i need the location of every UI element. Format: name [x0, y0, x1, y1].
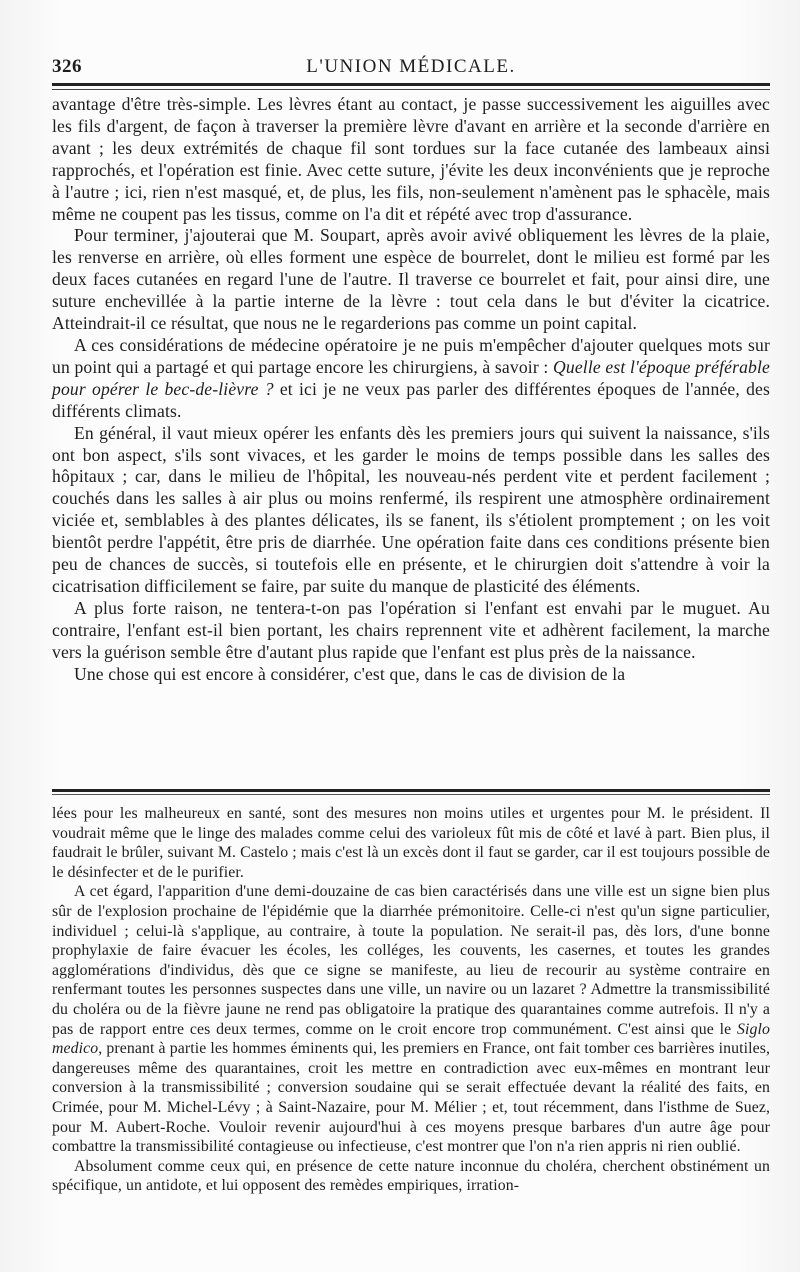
feuilleton-separator [52, 789, 770, 792]
body-paragraph: A plus forte raison, ne tentera-t-on pas l'opération si l'enfant est envahi par le muguet. Au contraire, l'enfant est-il bien portant, les chairs reprennent vite et adhèrent facilement, la marche vers la guérison semble être d'autant plus rapide que l'enfant est plus près de la naissance. [52, 597, 770, 662]
feuilleton-paragraph: A cet égard, l'apparition d'une demi-douzaine de cas bien caractérisés dans une ville est un signe bien plus sûr de l'explosion prochaine de l'épidémie que la diarrhée prémonitoire. Celle-ci n'est qu'un signe particulier, individuel ; celui-là s'applique, au contraire, à toute la population. Ne serait-il pas, dès lors, d'une bonne prophylaxie de faire évacuer les écoles, les colléges, les couvents, les casernes, et toutes les grandes agglomérations d'individus, dès que ce signe se manifeste, au lieu de recourir au système contraire en renfermant toutes les personnes suspectes dans une ville, un navire ou un lazaret ? Admettre la transmissibilité du choléra ou de la fièvre jaune ne rend pas obligatoire la pratique des quarantaines comme autrefois. Il n'y a pas de rapport entre ces deux termes, comme on le croit encore trop communément. C'est ainsi que le Siglo medico, prenant à partie les hommes éminents qui, les premiers en France, ont fait tomber ces barrières inutiles, dangereuses même des quarantaines, croit les mettre en contradiction avec eux-mêmes en montrant leur conversion à la transmissibilité ; conversion soudaine qui se serait effectuée devant la réalité des faits, en Crimée, pour M. Michel-Lévy ; à Saint-Nazaire, pour M. Mélier ; et, tout récemment, dans l'isthme de Suez, pour M. Aubert-Roche. Vouloir revenir aujourd'hui à ces moyens presque barbares d'un autre âge pour combattre la transmissibilité contagieuse ou infectieuse, c'est montrer que l'on n'a rien appris ni rien oublié. [52, 883, 770, 1156]
page-header [52, 54, 770, 80]
feuilleton-paragraph: lées pour les malheureux en santé, sont des mesures non moins utiles et urgentes pour M. le président. Il voudrait même que le linge des malades comme celui des varioleux fût mis de côté et lavé à part. Bien plus, il faudrait le brûler, suivant M. Castelo ; mais c'est là un excès dont il faut se garder, car il est toujours possible de le désinfecter et de le purifier. [52, 805, 770, 881]
page-number: 326 [52, 56, 82, 77]
feuilleton-paragraph: Absolument comme ceux qui, en présence de cette nature inconnue du choléra, cherchent obstinément un spécifique, un antidote, et lui opposent des remèdes empiriques, irration- [52, 1157, 770, 1195]
body-paragraph: avantage d'être très-simple. Les lèvres étant au contact, je passe successivement les aiguilles avec les fils d'argent, de façon à traverser la première lèvre d'avant en arrière et la seconde d'arrière en avant ; les deux extrémités de chaque fil sont tordues sur la face cutanée des lambeaux ainsi rapprochés, et l'opération est finie. Avec cette suture, j'évite les deux inconvénients que je reproche à l'autre ; ici, rien n'est masqué, et, de plus, les fils, non-seulement n'amènent pas le sphacèle, mais même ne coupent pas les tissus, comme on l'a dit et répété avec trop d'assurance. [52, 94, 770, 224]
feuilleton-body [52, 804, 770, 1196]
feuilleton-separator-thin [52, 794, 770, 795]
body-paragraph: A ces considérations de médecine opératoire je ne puis m'empêcher d'ajouter quelques mots sur un point qui a partagé et qui partage encore les chirurgiens, à savoir : Quelle est l'époque préférable pour opérer le bec-de-lièvre ? et ici je ne veux pas parler des différentes époques de l'année, des différents climats. [52, 334, 770, 421]
italic-question: Quelle est l'époque préférable pour opérer le bec-de-lièvre ? [52, 356, 770, 399]
body-paragraph: Pour terminer, j'ajouterai que M. Soupart, après avoir avivé obliquement les lèvres de la plaie, les renverse en arrière, où elles forment une espèce de bourrelet, dont le milieu est formé par les deux faces cutanées en regard l'une de l'autre. Il traverse ce bourrelet et fait, pour ainsi dire, une suture enchevillée à la partie interne de la lèvre : tout cela dans le but d'éviter la cicatrice. Atteindrait-il ce résultat, que nous ne le regarderions pas comme un point capital. [52, 225, 770, 334]
main-body [52, 94, 770, 685]
running-title: L'UNION MÉDICALE. [306, 56, 516, 77]
journal-name: Siglo medico [52, 1020, 770, 1058]
header-rule-thin [52, 89, 770, 90]
body-paragraph: En général, il vaut mieux opérer les enfants dès les premiers jours qui suivent la naissance, s'ils ont bon aspect, s'ils sont vivaces, et les garder le moins de temps possible dans les salles des hôpitaux ; car, dans le milieu de l'hôpital, les nouveau-nés perdent vite et perdent facilement ; couchés dans les salles à air plus ou moins renfermé, ils respirent une atmosphère ordinairement viciée et, semblables à des plantes délicates, ils se fanent, ils s'étiolent promptement ; on les voit bientôt perdre l'appétit, être pris de diarrhée. Une opération faite dans ces conditions présente bien peu de chances de succès, si toutefois elle en présente, et le chirurgien doit s'attendre à voir la cicatrisation difficilement se faire, par suite du manque de plasticité des éléments. [52, 422, 770, 596]
header-rule [52, 83, 770, 86]
body-paragraph: Une chose qui est encore à considérer, c'est que, dans le cas de division de la [74, 663, 626, 684]
